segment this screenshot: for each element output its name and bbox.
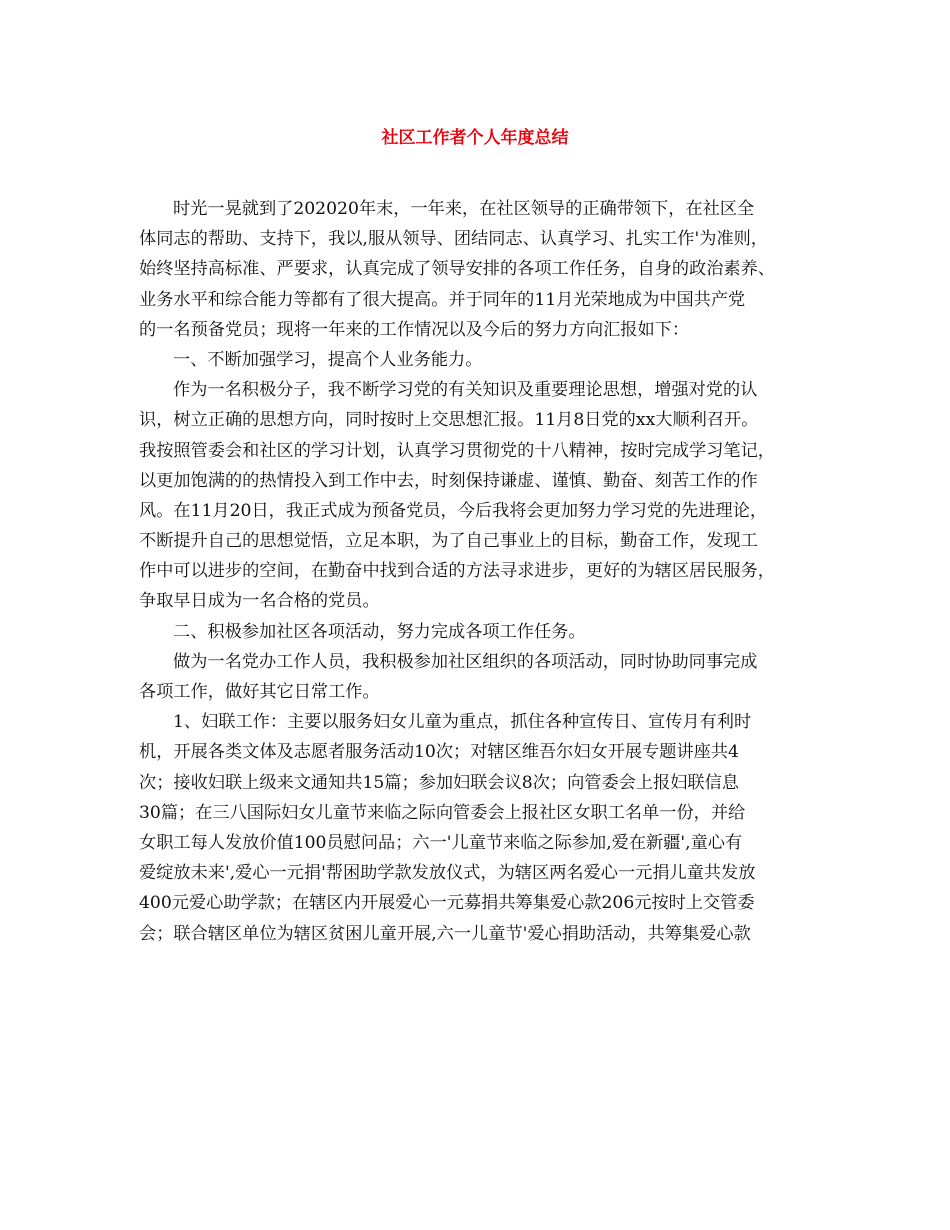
text-line: 30篇；在三八国际妇女儿童节来临之际向管委会上报社区女职工名单一份，并给 [139,802,746,823]
document-title: 社区工作者个人年度总结 [381,128,569,148]
text-line: 400元爱心助学款；在辖区内开展爱心一元募捐共筹集爱心款206元按时上交管委 [139,893,755,914]
text-line: 时光一晃就到了202020年末，一年来，在社区领导的正确带领下，在社区全 [173,199,755,219]
text-line: 作为一名积极分子，我不断学习党的有关知识及重要理论思想，增强对党的认 [173,380,758,401]
document-body [139,194,839,949]
text-line: 识，树立正确的思想方向，同时按时上交思想汇报。11月8日党的xx大顺利召开。 [139,410,759,431]
text-line: 的一名预备党员；现将一年来的工作情况以及今后的努力方向汇报如下： [139,319,690,340]
text-line: 体同志的帮助、支持下，我以,服从领导、团结同志、认真学习、扎实工作'为准则， [139,229,768,250]
text-line: 次；接收妇联上级来文通知共15篇；参加妇联会议8次；向管委会上报妇联信息 [139,772,739,793]
text-line: 女职工每人发放价值100员慰问品；六一'儿童节来临之际参加,爱在新疆',童心有 [139,832,743,853]
text-line: 1、妇联工作：主要以服务妇女儿童为重点，抓住各种宣传日、宣传月有利时 [173,712,752,733]
text-line: 一、不断加强学习，提高个人业务能力。 [173,349,483,370]
text-line: 做为一名党办工作人员，我积极参加社区组织的各项活动，同时协助同事完成 [173,651,758,672]
text-line: 争取早日成为一名合格的党员。 [139,591,380,612]
text-line: 始终坚持高标准、严要求，认真完成了领导安排的各项工作任务，自身的政治素养、 [139,259,775,280]
text-line: 爱绽放未来',爱心一元捐'帮困助学款发放仪式，为辖区两名爱心一元捐儿童共发放 [139,863,756,884]
text-line: 各项工作，做好其它日常工作。 [139,682,380,702]
text-line: 不断提升自己的思想觉悟，立足本职，为了自己事业上的目标，勤奋工作，发现工 [139,531,758,552]
text-line: 机，开展各类文体及志愿者服务活动10次；对辖区维吾尔妇女开展专题讲座共4 [139,742,739,763]
text-line: 风。在11月20日，我正式成为预备党员，今后我将会更加努力学习党的先进理论， [139,500,768,521]
text-line: 作中可以进步的空间，在勤奋中找到合适的方法寻求进步，更好的为辖区居民服务， [139,561,775,582]
text-line: 会；联合辖区单位为辖区贫困儿童开展,六一儿童节'爱心捐助活动，共筹集爱心款 [139,923,751,944]
text-line: 二、积极参加社区各项活动，努力完成各项工作任务。 [173,621,586,642]
text-line: 以更加饱满的的热情投入到工作中去，时刻保持谦虚、谨慎、勤奋、刻苦工作的作 [139,470,758,491]
text-line: 业务水平和综合能力等都有了很大提高。并于同年的11月光荣地成为中国共产党 [139,289,746,310]
text-line: 我按照管委会和社区的学习计划，认真学习贯彻党的十八精神，按时完成学习笔记， [139,440,775,461]
